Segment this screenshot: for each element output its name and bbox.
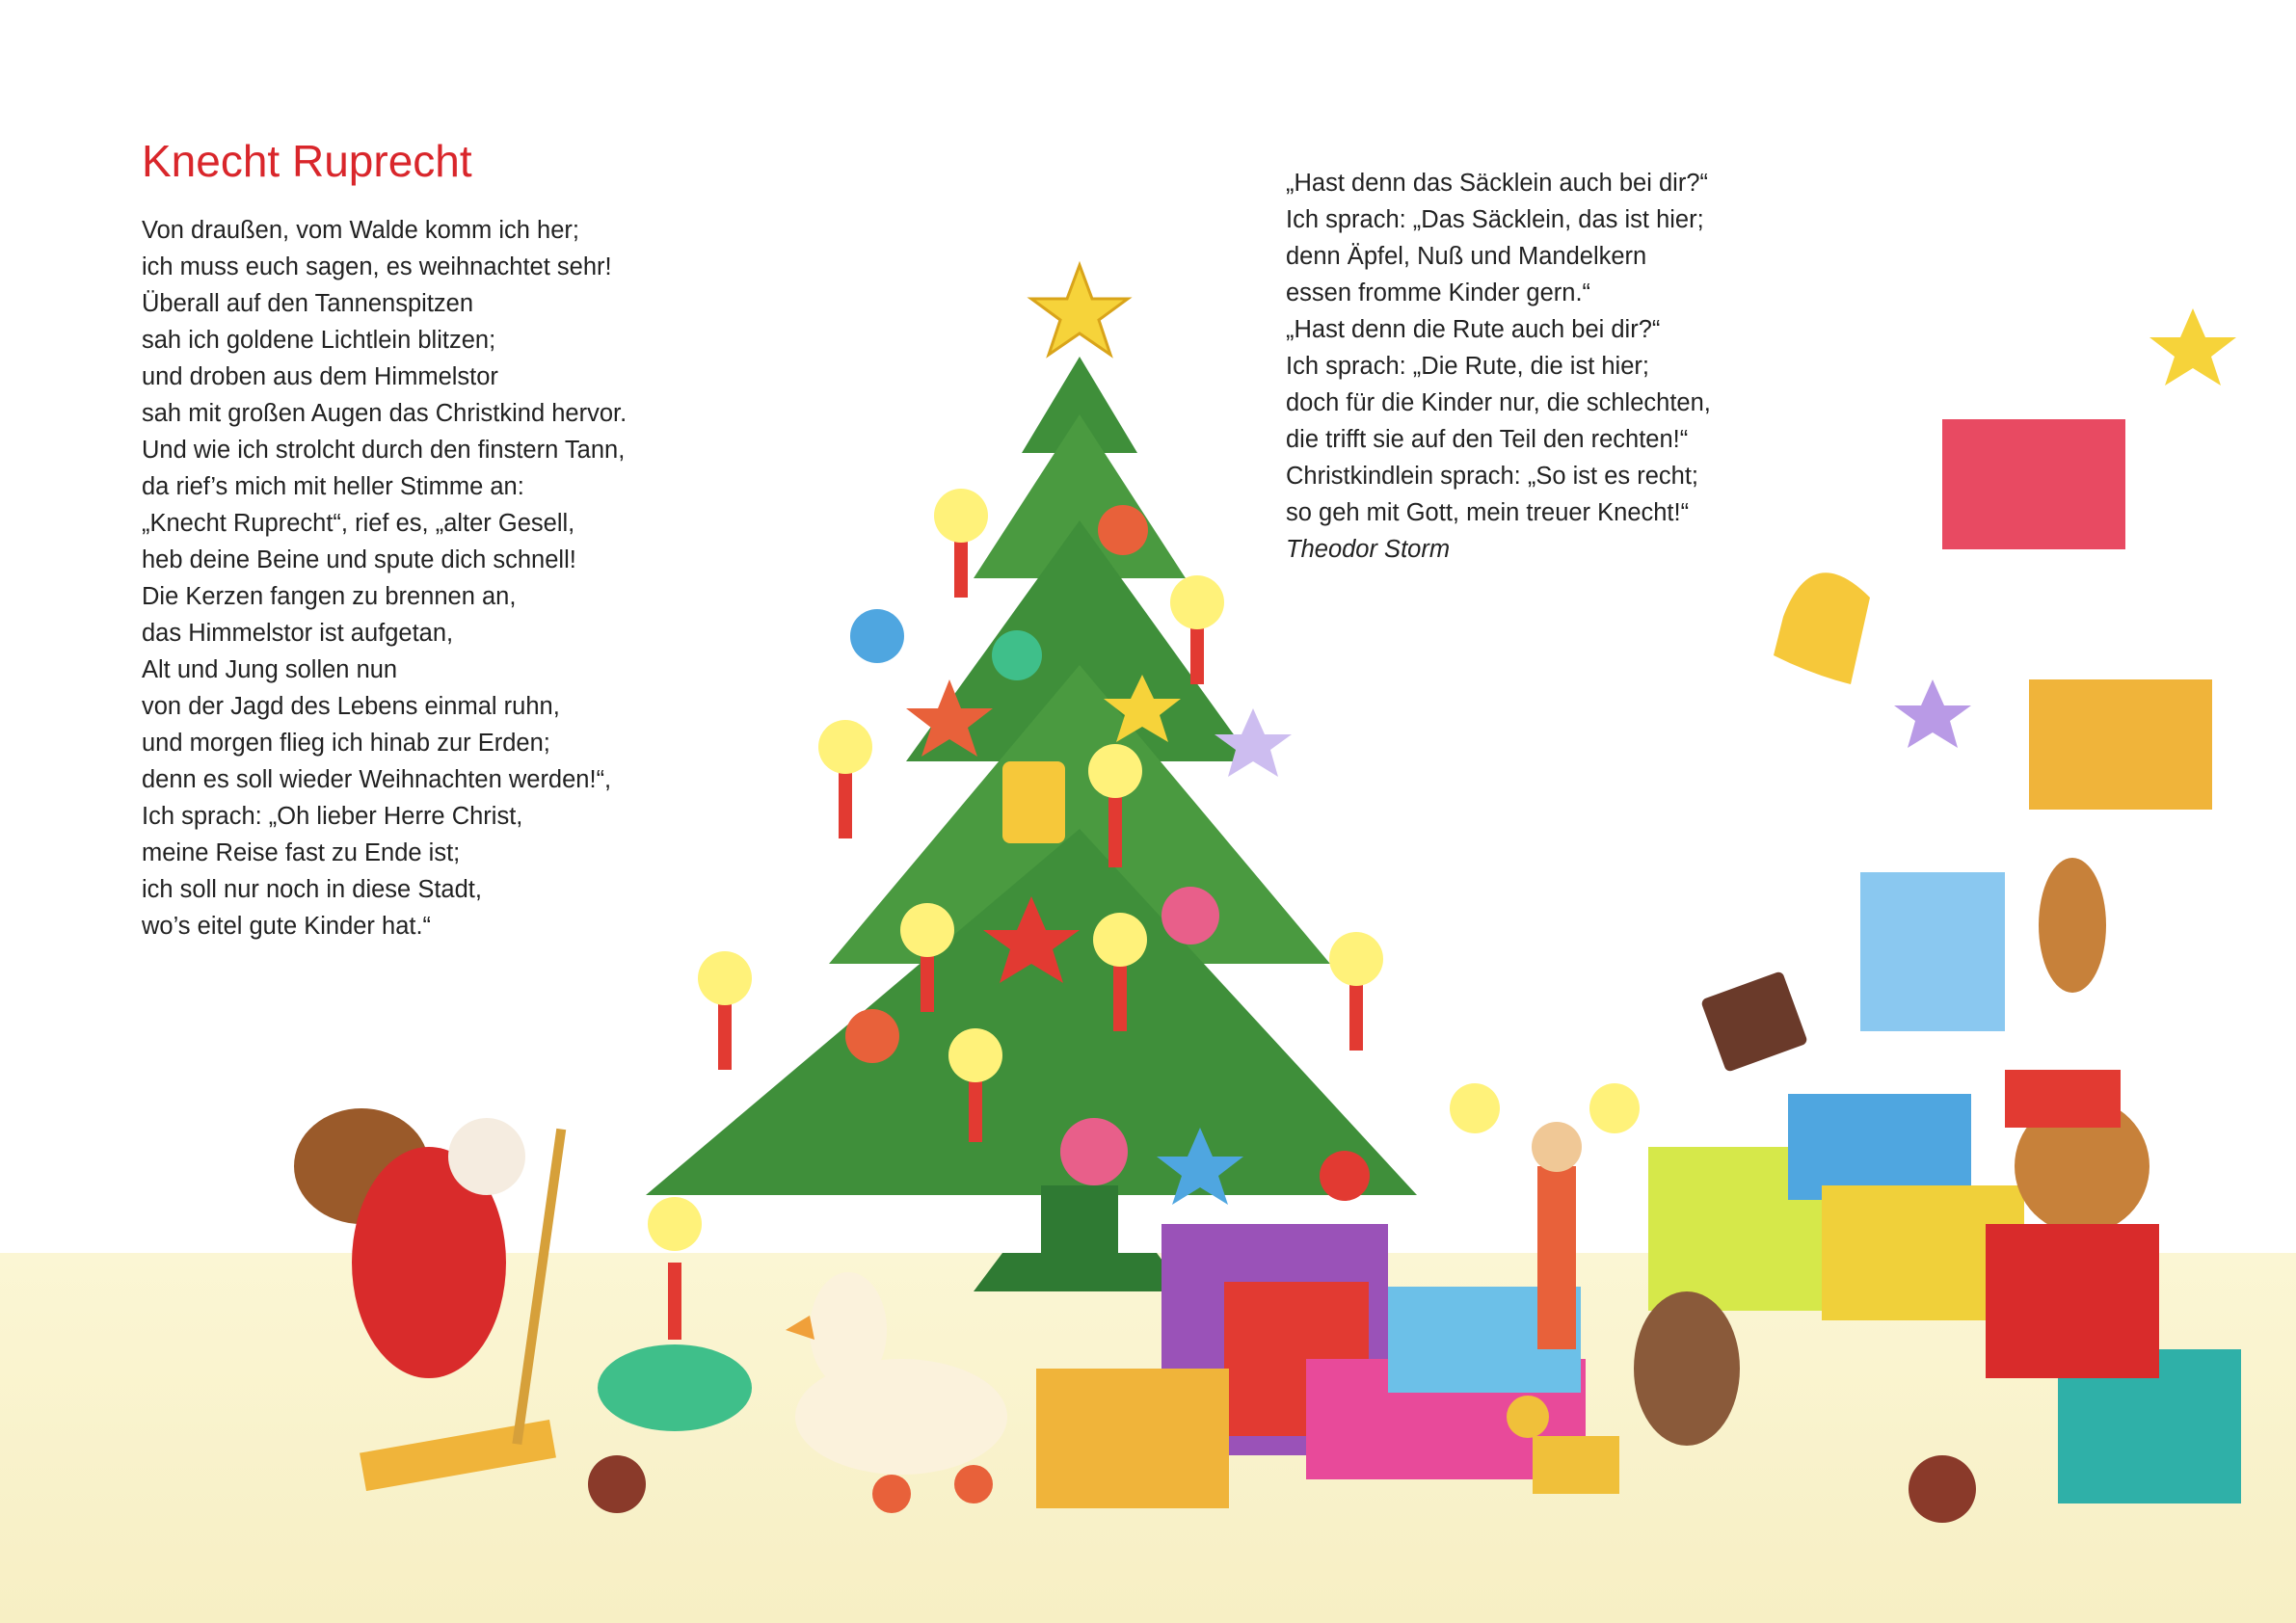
santa-figure-image xyxy=(294,1108,566,1491)
tree-star-icon xyxy=(1031,265,1128,355)
poem-line: von der Jagd des Lebens einmal ruhn, xyxy=(142,693,560,720)
poem-line: und droben aus dem Himmelstor xyxy=(142,363,498,390)
poem-line: sah ich goldene Lichtlein blitzen; xyxy=(142,327,496,354)
poem-line: ich muss euch sagen, es weihnachtet sehr! xyxy=(142,253,612,280)
poem-line: ich soll nur noch in diese Stadt, xyxy=(142,876,482,903)
poem-author: Theodor Storm xyxy=(1286,536,1451,563)
poem-line: Überall auf den Tannenspitzen xyxy=(142,290,474,317)
poem-line: und morgen flieg ich hinab zur Erden; xyxy=(142,730,550,757)
poem-line: meine Reise fast zu Ende ist; xyxy=(142,839,461,866)
poem-line: Ich sprach: „Die Rute, die ist hier; xyxy=(1286,353,1649,380)
poem-line: so geh mit Gott, mein treuer Knecht!“ xyxy=(1286,499,1690,526)
poem-line: Von draußen, vom Walde komm ich her; xyxy=(142,217,579,244)
poem-line: da rief’s mich mit heller Stimme an: xyxy=(142,473,524,500)
toy-goose-image xyxy=(786,1272,1007,1513)
poem-right-column xyxy=(1286,165,1711,568)
poem-title: Knecht Ruprecht xyxy=(142,136,472,186)
poem-line: wo’s eitel gute Kinder hat.“ xyxy=(142,913,432,940)
poem-line: sah mit großen Augen das Christkind hervor. xyxy=(142,400,627,427)
poem-line: das Himmelstor ist aufgetan, xyxy=(142,620,454,647)
poem-line: Ich sprach: „Das Säcklein, das ist hier; xyxy=(1286,206,1704,233)
poem-line: die trifft sie auf den Teil den rechten!“ xyxy=(1286,426,1689,453)
poem-line: denn Äpfel, Nuß und Mandelkern xyxy=(1286,243,1647,270)
poem-line: denn es soll wieder Weihnachten werden!“, xyxy=(142,766,612,793)
poem-line: heb deine Beine und spute dich schnell! xyxy=(142,546,576,573)
poem-line: Ich sprach: „Oh lieber Herre Christ, xyxy=(142,803,523,830)
monkey-toy-image xyxy=(1986,1070,2159,1378)
cookie-plate-image xyxy=(588,1197,752,1513)
poem-line: essen fromme Kinder gern.“ xyxy=(1286,279,1591,306)
poem-line: doch für die Kinder nur, die schlechten, xyxy=(1286,389,1711,416)
poem-line: „Hast denn das Säcklein auch bei dir?“ xyxy=(1286,170,1708,197)
poem-line: „Hast denn die Rute auch bei dir?“ xyxy=(1286,316,1661,343)
poem-line: Und wie ich strolcht durch den finstern Tann, xyxy=(142,437,626,464)
poem-left-column xyxy=(142,212,627,945)
poem-line: „Knecht Ruprecht“, rief es, „alter Gesell, xyxy=(142,510,575,537)
poem-line: Christkindlein sprach: „So ist es recht; xyxy=(1286,463,1698,490)
poem-line: Alt und Jung sollen nun xyxy=(142,656,398,683)
poem-line: Die Kerzen fangen zu brennen an, xyxy=(142,583,517,610)
